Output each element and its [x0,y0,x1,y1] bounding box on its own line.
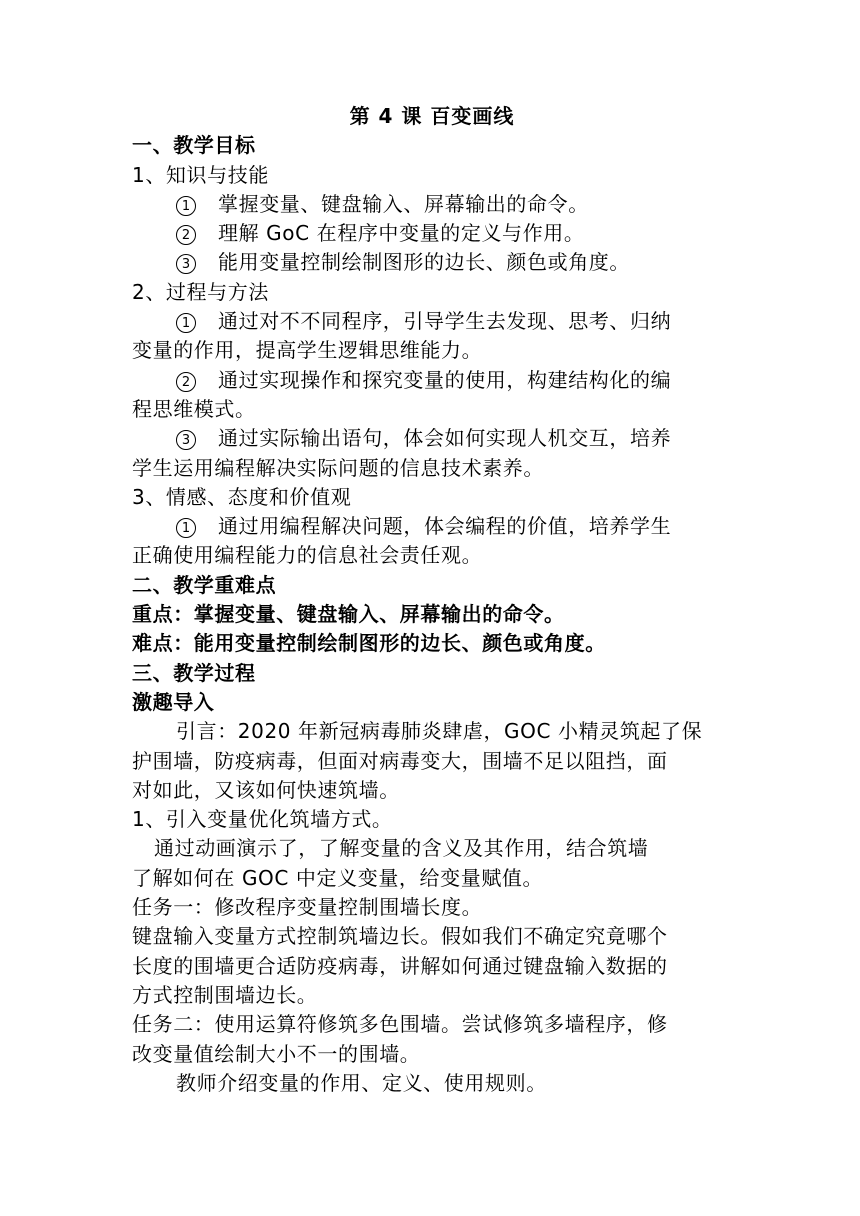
task-two-continued: 改变量值绘制大小不一的围墙。 [132,1041,421,1066]
keyboard-paragraph-line: 方式控制围墙边长。 [132,982,318,1007]
objective-item [132,512,732,541]
section-heading-process: 三、教学过程 [132,660,256,685]
objective-item [132,190,732,219]
circled-number: 1 [176,518,196,538]
item-text-continued: 学生运用编程解决实际问题的信息技术素养。 [132,455,544,480]
intro-paragraph-line: 对如此，又该如何快速筑墙。 [132,777,400,802]
circled-number: 2 [176,372,196,392]
circled-number: 3 [176,430,196,450]
subheading-process-method: 2、过程与方法 [132,279,269,304]
circled-number: 2 [176,225,196,245]
section-heading-key-points: 二、教学重难点 [132,572,277,597]
teacher-note: 教师介绍变量的作用、定义、使用规则。 [176,1070,547,1095]
objective-item [132,307,732,336]
objective-item [132,248,732,277]
step-heading: 1、引入变量优化筑墙方式。 [132,807,393,832]
item-text: 通过用编程解决问题，体会编程的价值，培养学生 [218,514,672,539]
item-text: 能用变量控制绘制图形的边长、颜色或角度。 [218,250,630,275]
intro-paragraph-line: 引言：2020 年新冠病毒肺炎肆虐，GOC 小精灵筑起了保 [176,719,703,744]
intro-paragraph-line: 护围墙，防疫病毒，但面对病毒变大，围墙不足以阻挡，面 [132,748,668,773]
keyboard-paragraph-line: 长度的围墙更合适防疫病毒，讲解如何通过键盘输入数据的 [132,953,668,978]
item-text: 通过实际输出语句，体会如何实现人机交互，培养 [218,426,672,451]
item-text: 理解 GoC 在程序中变量的定义与作用。 [218,221,585,246]
item-text: 通过实现操作和探究变量的使用，构建结构化的编 [218,367,672,392]
item-text-continued: 正确使用编程能力的信息社会责任观。 [132,543,483,568]
document-page [132,102,732,1098]
item-text-continued: 变量的作用，提高学生逻辑思维能力。 [132,338,483,363]
circled-number: 3 [176,254,196,274]
task-two: 任务二：使用运算符修筑多色围墙。尝试修筑多墙程序，修 [132,1012,668,1037]
subheading-intro: 激趣导入 [132,689,215,714]
circled-number: 1 [176,313,196,333]
difficult-point: 难点：能用变量控制绘制图形的边长、颜色或角度。 [132,631,606,656]
objective-item [132,366,732,395]
task-one: 任务一：修改程序变量控制围墙长度。 [132,895,483,920]
animation-paragraph-line: 通过动画演示了，了解变量的含义及其作用，结合筑墙 [154,836,649,861]
objective-item [132,219,732,248]
subheading-emotion-values: 3、情感、态度和价值观 [132,484,352,509]
item-text-continued: 程思维模式。 [132,396,256,421]
item-text: 掌握变量、键盘输入、屏幕输出的命令。 [218,191,589,216]
lesson-title: 第 4 课 百变画线 [349,104,515,128]
keyboard-paragraph-line: 键盘输入变量方式控制筑墙边长。假如我们不确定究竟哪个 [132,924,668,949]
item-text: 通过对不不同程序，引导学生去发现、思考、归纳 [218,309,672,334]
objective-item [132,424,732,453]
section-heading-objectives: 一、教学目标 [132,133,256,158]
circled-number: 1 [176,196,196,216]
key-point: 重点：掌握变量、键盘输入、屏幕输出的命令。 [132,602,565,627]
animation-paragraph-line: 了解如何在 GOC 中定义变量，给变量赋值。 [132,865,544,890]
subheading-knowledge-skills: 1、知识与技能 [132,162,269,187]
